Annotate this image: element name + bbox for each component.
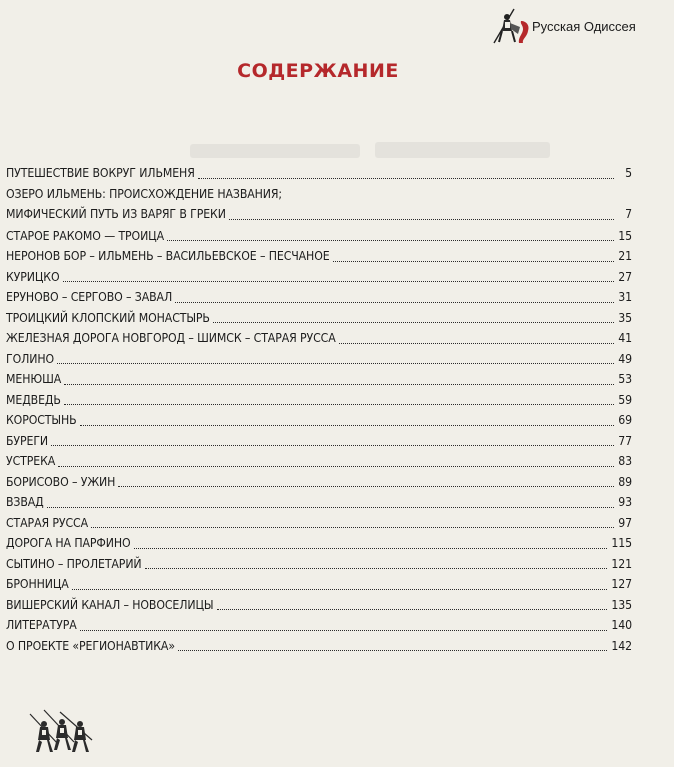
toc-entry-page: 53 <box>618 372 632 386</box>
toc-entry[interactable] <box>6 184 632 226</box>
toc-entry-page: 83 <box>618 454 632 468</box>
dot-leader <box>229 219 614 220</box>
toc-entry-title: ГОЛИНО <box>6 351 55 366</box>
toc-entry-title: О ПРОЕКТЕ «РЕГИОНАВТИКА» <box>6 638 175 653</box>
toc-entry-page: 41 <box>618 331 632 345</box>
toc-entry-title-line1: ОЗЕРО ИЛЬМЕНЬ: ПРОИСХОЖДЕНИЕ НАЗВАНИЯ; <box>6 186 283 201</box>
dot-leader <box>80 630 608 631</box>
dot-leader <box>198 178 614 179</box>
toc-entry[interactable] <box>6 328 632 349</box>
toc-entry[interactable] <box>6 349 632 370</box>
toc-entry-title: КУРИЦКО <box>6 269 60 284</box>
toc-entry-title: МЕДВЕДЬ <box>6 392 61 407</box>
toc-entry-page: 127 <box>611 577 632 591</box>
toc-entry-title: СЫТИНО – ПРОЛЕТАРИЙ <box>6 556 142 571</box>
warriors-with-spears-icon <box>28 700 100 756</box>
dot-leader <box>57 363 614 364</box>
toc-entry-title: БРОННИЦА <box>6 577 69 591</box>
toc-entry-title: СТАРОЕ РАКОМО — ТРОИЦА <box>6 228 164 243</box>
toc-entry[interactable] <box>6 492 632 513</box>
knight-with-spear-icon <box>490 7 532 45</box>
dot-leader <box>64 404 614 405</box>
toc-entry[interactable] <box>6 267 632 288</box>
toc-entry[interactable] <box>6 246 632 267</box>
toc-entry-title: ЛИТЕРАТУРА <box>6 618 77 632</box>
dot-leader <box>217 609 608 610</box>
dot-leader <box>58 466 614 467</box>
toc-entry[interactable] <box>6 163 632 184</box>
toc-entry[interactable] <box>6 431 632 452</box>
brand-name: Русская Одиссея <box>532 18 636 34</box>
toc-entry-page: 77 <box>618 433 632 448</box>
toc-entry[interactable] <box>6 595 632 616</box>
toc-entry[interactable] <box>6 308 632 329</box>
toc-entry-title: НЕРОНОВ БОР – ИЛЬМЕНЬ – ВАСИЛЬЕВСКОЕ – ПЕСЧАНОЕ <box>6 249 330 263</box>
dot-leader <box>178 650 607 651</box>
dot-leader <box>339 343 614 344</box>
toc-entry-page: 142 <box>611 638 632 653</box>
toc-entry[interactable] <box>6 369 632 390</box>
dot-leader <box>145 568 608 569</box>
dot-leader <box>51 445 614 446</box>
dot-leader <box>72 589 608 590</box>
dot-leader <box>167 240 614 241</box>
dot-leader <box>91 527 614 528</box>
toc-entry-title: ДОРОГА НА ПАРФИНО <box>6 536 131 550</box>
toc-entry[interactable] <box>6 287 632 308</box>
toc-entry-page: 115 <box>611 536 632 550</box>
toc-entry[interactable] <box>6 636 632 657</box>
toc-entry-page: 21 <box>618 249 632 263</box>
toc-entry-page: 93 <box>618 495 632 509</box>
brand-logo[interactable] <box>490 6 670 46</box>
dot-leader <box>80 425 614 426</box>
toc-entry-page: 135 <box>611 597 632 612</box>
toc-entry[interactable] <box>6 574 632 595</box>
toc-entry[interactable] <box>6 390 632 411</box>
toc-entry-page: 7 <box>625 207 632 221</box>
toc-entry-page: 5 <box>625 166 632 180</box>
dot-leader <box>64 384 614 385</box>
toc-entry[interactable] <box>6 226 632 247</box>
toc-entry-title: УСТРЕКА <box>6 454 56 468</box>
dot-leader <box>333 261 614 262</box>
toc-entry-title: МИФИЧЕСКИЙ ПУТЬ ИЗ ВАРЯГ В ГРЕКИ <box>6 207 226 221</box>
dot-leader <box>63 281 614 282</box>
toc-entry-page: 59 <box>618 392 632 407</box>
dot-leader <box>134 548 608 549</box>
toc-entry-page: 121 <box>611 556 632 571</box>
toc-entry-title: ЕРУНОВО – СЕРГОВО – ЗАВАЛ <box>6 290 173 304</box>
toc-entry-title: ВИШЕРСКИЙ КАНАЛ – НОВОСЕЛИЦЫ <box>6 597 214 612</box>
toc-entry[interactable] <box>6 554 632 575</box>
toc-entry-title: ТРОИЦКИЙ КЛОПСКИЙ МОНАСТЫРЬ <box>6 310 210 325</box>
toc-entry-title: ЖЕЛЕЗНАЯ ДОРОГА НОВГОРОД – ШИМСК – СТАРАЯ РУССА <box>6 331 336 345</box>
toc-entry[interactable] <box>6 513 632 534</box>
toc-entry-page: 140 <box>611 618 632 632</box>
toc-entry-page: 15 <box>618 228 632 243</box>
show-through-texture <box>190 138 550 164</box>
toc-entry[interactable] <box>6 410 632 431</box>
toc-entry-title: БОРИСОВО – УЖИН <box>6 474 116 489</box>
dot-leader <box>175 302 614 303</box>
toc-entry-page: 49 <box>618 351 632 366</box>
toc-entry-page: 27 <box>618 269 632 284</box>
toc-entry-page: 35 <box>618 310 632 325</box>
toc-entry-page: 31 <box>618 290 632 304</box>
toc-entry-title: СТАРАЯ РУССА <box>6 515 88 530</box>
dot-leader <box>118 486 614 487</box>
table-of-contents <box>6 163 632 656</box>
toc-entry-title: ВЗВАД <box>6 495 44 509</box>
toc-entry[interactable] <box>6 472 632 493</box>
toc-entry-title: КОРОСТЫНЬ <box>6 413 77 427</box>
toc-entry-page: 69 <box>618 413 632 427</box>
toc-entry-title: МЕНЮША <box>6 372 62 386</box>
toc-entry[interactable] <box>6 451 632 472</box>
toc-entry-title: БУРЕГИ <box>6 433 49 448</box>
page-title: СОДЕРЖАНИЕ <box>237 60 399 82</box>
toc-entry-title: ПУТЕШЕСТВИЕ ВОКРУГ ИЛЬМЕНЯ <box>6 166 195 180</box>
toc-entry-page: 97 <box>618 515 632 530</box>
toc-entry-page: 89 <box>618 474 632 489</box>
toc-entry[interactable] <box>6 533 632 554</box>
dot-leader <box>213 322 614 323</box>
dot-leader <box>47 507 614 508</box>
toc-entry[interactable] <box>6 615 632 636</box>
